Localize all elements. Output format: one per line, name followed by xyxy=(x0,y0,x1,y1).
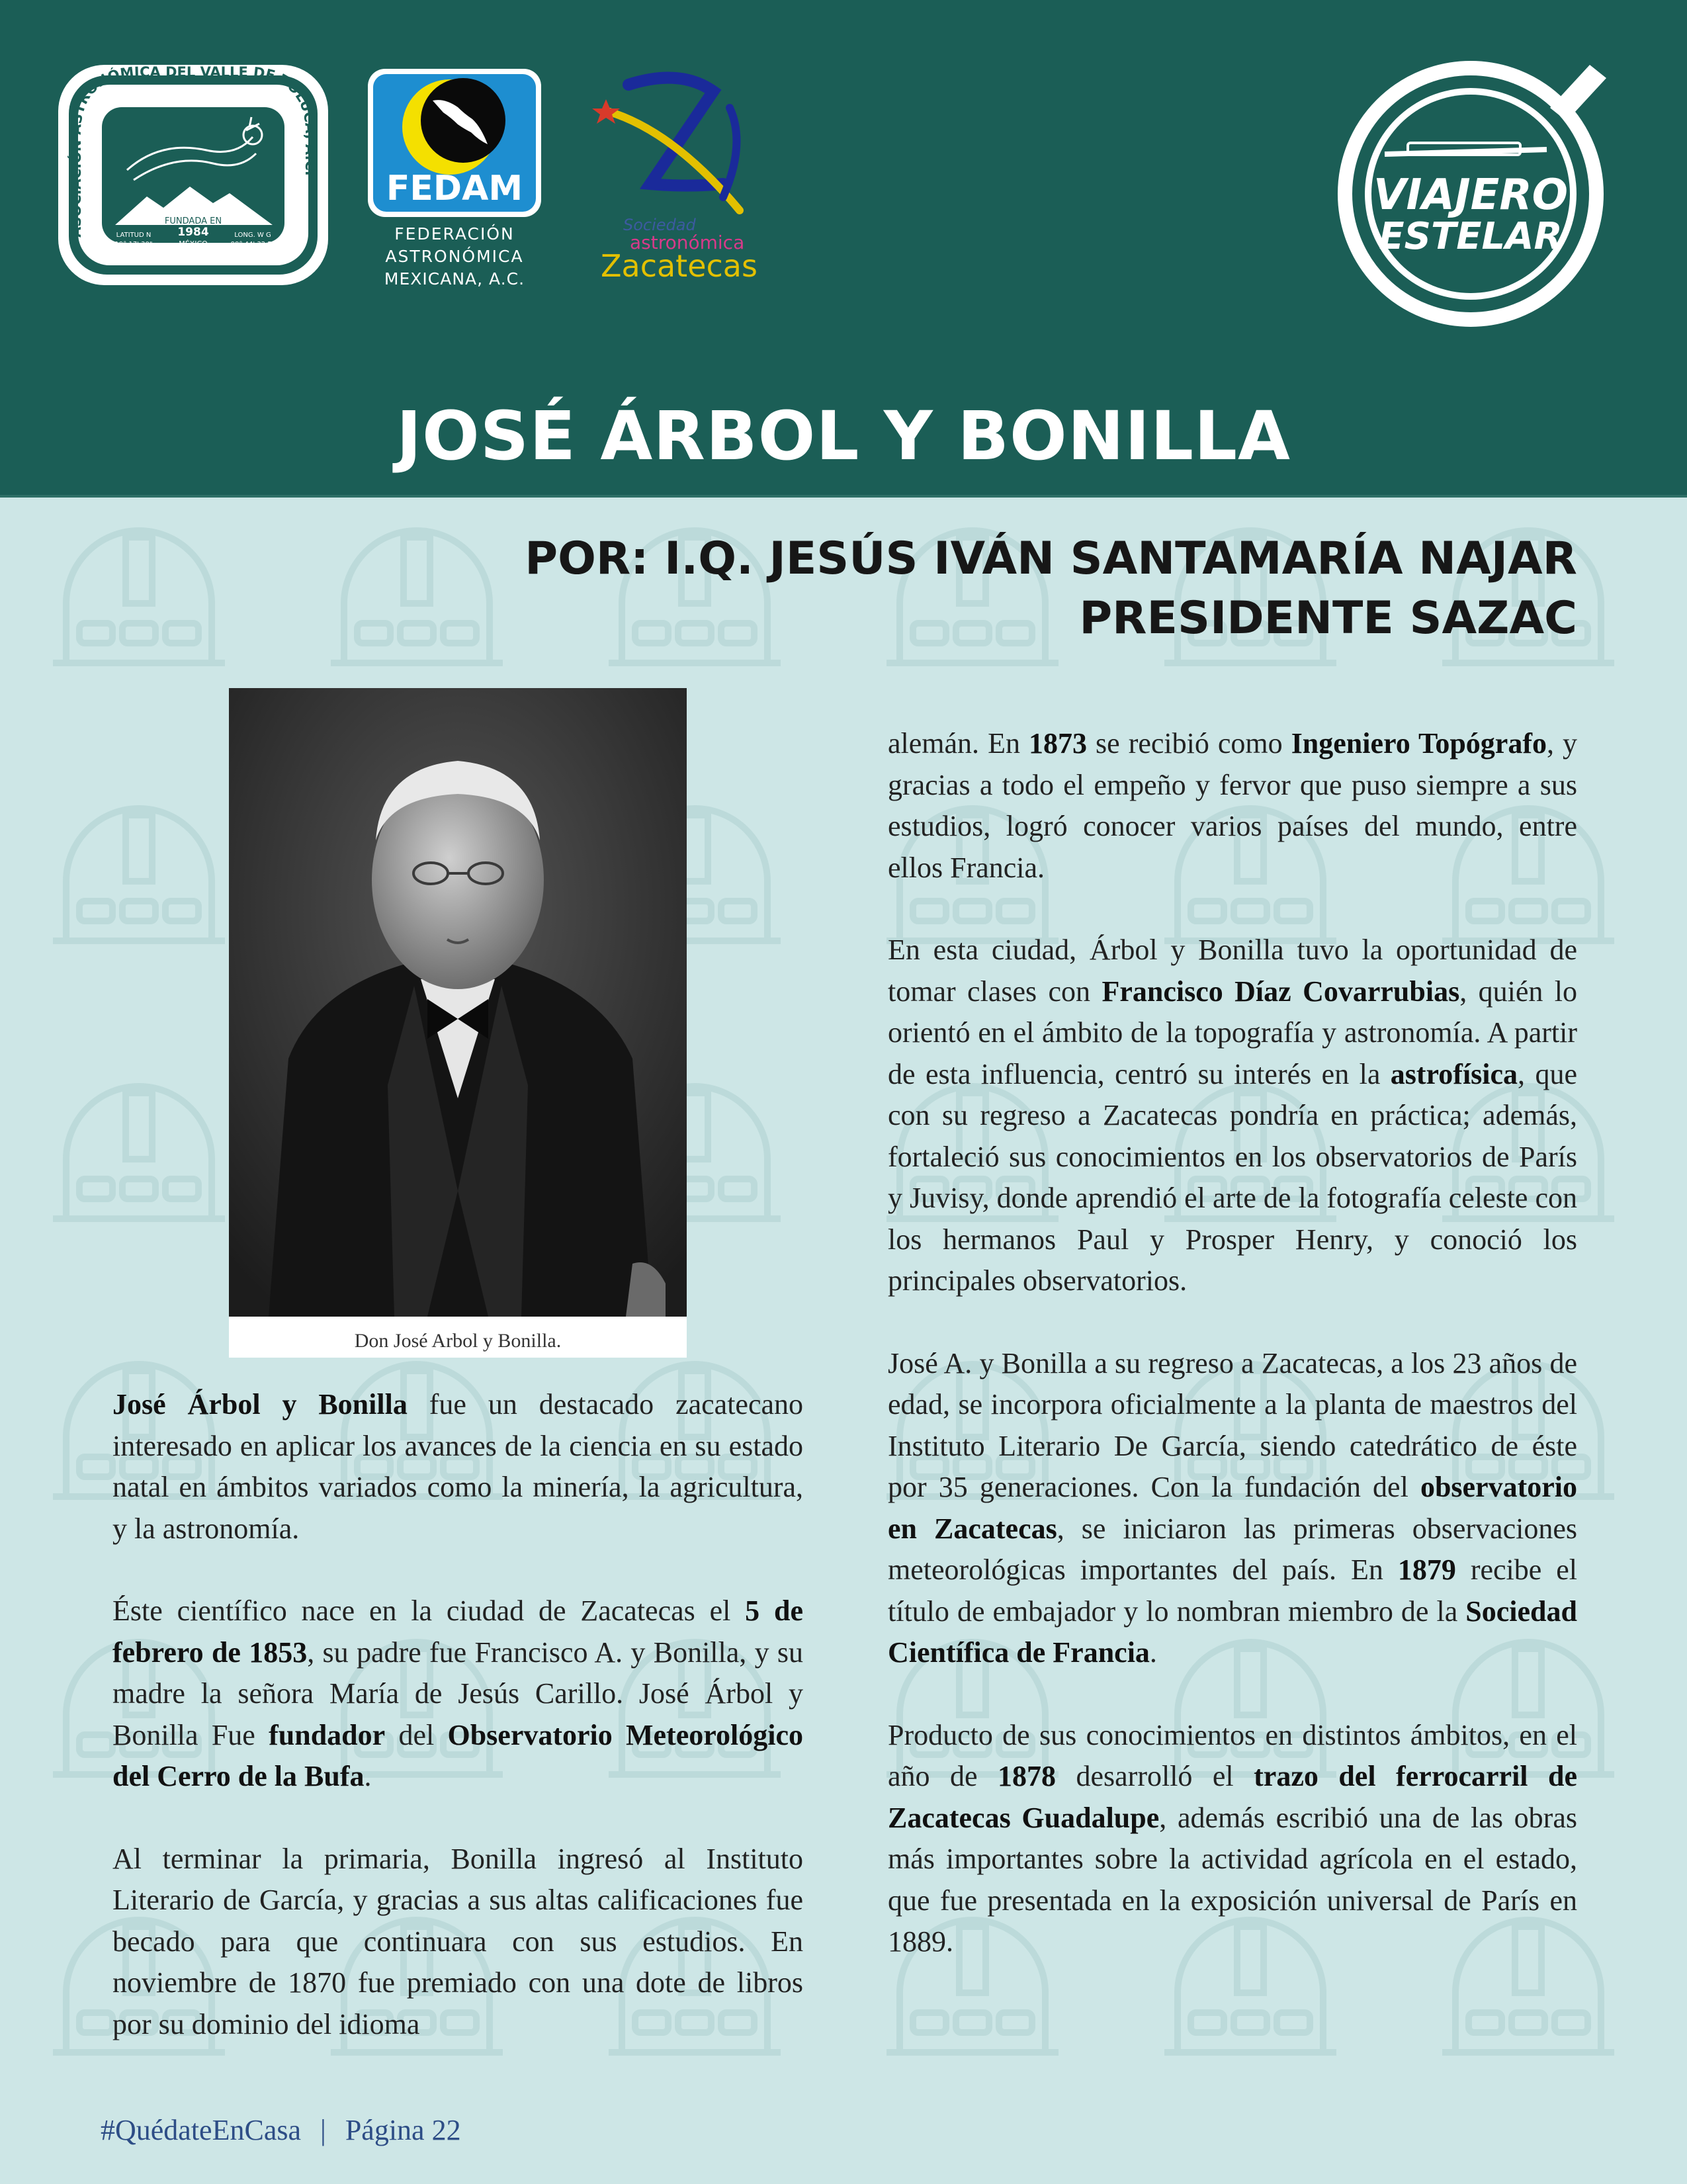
fedam-line2: ASTRONÓMICA xyxy=(385,247,524,266)
author-line: POR: I.Q. JESÚS IVÁN SANTAMARÍA NAJAR xyxy=(525,533,1577,585)
photo-caption: Don José Arbol y Bonilla. xyxy=(354,1330,562,1352)
paragraph: Éste científico nace en la ciudad de Zacatecas el 5 de febrero de 1853, su padre fue Francisco A. y Bonilla, y su madre la señora María de Jesús Carillo. José Árbol y Bonilla Fue fundador del Observatorio Meteorológico del Cerro de la Bufa. xyxy=(112,1594,803,1792)
article-column-left xyxy=(112,1384,803,2086)
portrait-photo xyxy=(229,688,687,1358)
page-title: JOSÉ ÁRBOL Y BONILLA xyxy=(396,397,1291,476)
footer-separator: | xyxy=(320,2114,326,2146)
paragraph: Al terminar la primaria, Bonilla ingresó al Instituto Literario de García, y gracias a sus altas calificaciones fue becado para que continuara con sus estudios. En noviembre de 1870 fue premiado con una dote de libros por su dominio del idioma xyxy=(112,1842,803,2040)
page-footer xyxy=(101,2113,461,2147)
avt-logo xyxy=(54,61,332,289)
fedam-line1: FEDERACIÓN xyxy=(394,224,515,243)
paragraph: Producto de sus conocimientos en distintos ámbitos, en el año de 1878 desarrolló el trazo del ferrocarril de Zacatecas Guadalupe, además escribió una de las obras más importantes sobre la actividad agrícola en el estado, que fue presentada en la exposición universal de París en 1889. xyxy=(888,1718,1577,1958)
paragraph: alemán. En 1873 se recibió como Ingeniero Topógrafo, y gracias a todo el empeño y fervor que puso siempre a sus estudios, logró conocer varios países del mundo, entre ellos Francia. xyxy=(888,727,1577,884)
viajero-line1: VIAJERO xyxy=(1373,171,1569,220)
footer-hashtag: #QuédateEnCasa xyxy=(101,2114,301,2146)
avt-ring-text: ASOCIACIÓN ASTRONÓMICA DEL VALLE DE TOLUCA, A.C. xyxy=(67,64,319,238)
author-byline xyxy=(525,529,1577,648)
red-star-icon xyxy=(592,99,620,124)
article-column-right xyxy=(888,723,1577,2004)
author-role: PRESIDENTE SAZAC xyxy=(1079,592,1577,644)
avt-long-value: 99° 44' 32.5" xyxy=(230,241,275,248)
fedam-acronym: FEDAM xyxy=(386,169,523,208)
viajero-line2: ESTELAR xyxy=(1379,215,1563,258)
sazac-line3: Zacatecas xyxy=(601,248,757,284)
sazac-logo xyxy=(587,71,758,286)
avt-founded: FUNDADA EN xyxy=(164,216,222,226)
viajero-estelar-logo xyxy=(1328,38,1626,336)
paragraph: En esta ciudad, Árbol y Bonilla tuvo la oportunidad de tomar clases con Francisco Díaz Covarrubias, quién lo orientó en el ámbito de la topografía y astronomía. A partir de esta influencia, centró su interés en la astrofísica, que con su regreso a Zacatecas pondría en práctica; además, fortaleció sus conocimientos en los observatorios de París y Juvisy, donde aprendió el arte de la fotografía celeste con los hermanos Paul y Prosper Henry, y conoció los principales observatorios. xyxy=(888,934,1578,1297)
page-number: Página 22 xyxy=(345,2114,461,2146)
paragraph: José A. y Bonilla a su regreso a Zacatecas, a los 23 años de edad, se incorpora oficialmente a la planta de maestros del Instituto Literario De García, siendo catedrático de éste por 35 generaciones. Con la fundación del observatorio en Zacatecas, se iniciaron las primeras observaciones meteorológicas importantes del país. En 1879 recibe el título de embajador y lo nombran miembro de la Sociedad Científica de Francia. xyxy=(888,1346,1578,1669)
sazac-line1: Sociedad xyxy=(623,216,696,234)
fedam-logo xyxy=(365,66,544,291)
avt-lat-value: 19° 17' 30" xyxy=(114,241,153,248)
telescope-handle-icon xyxy=(1550,65,1606,121)
avt-long-label: LONG. W G xyxy=(234,232,271,239)
header-banner xyxy=(0,0,1687,498)
fedam-line3: MEXICANA, A.C. xyxy=(384,269,525,288)
paragraph: José Árbol y Bonilla fue un destacado zacatecano interesado en aplicar los avances de la ciencia en su estado natal en ámbitos variados como la minería, la agricultura, y la astronomía. xyxy=(112,1388,804,1545)
avt-year: 1984 xyxy=(177,226,209,239)
sazac-line2: astronómica xyxy=(630,232,745,253)
avt-lat-label: LATITUD N xyxy=(116,232,151,239)
avt-place: MÉXICO xyxy=(179,240,208,248)
